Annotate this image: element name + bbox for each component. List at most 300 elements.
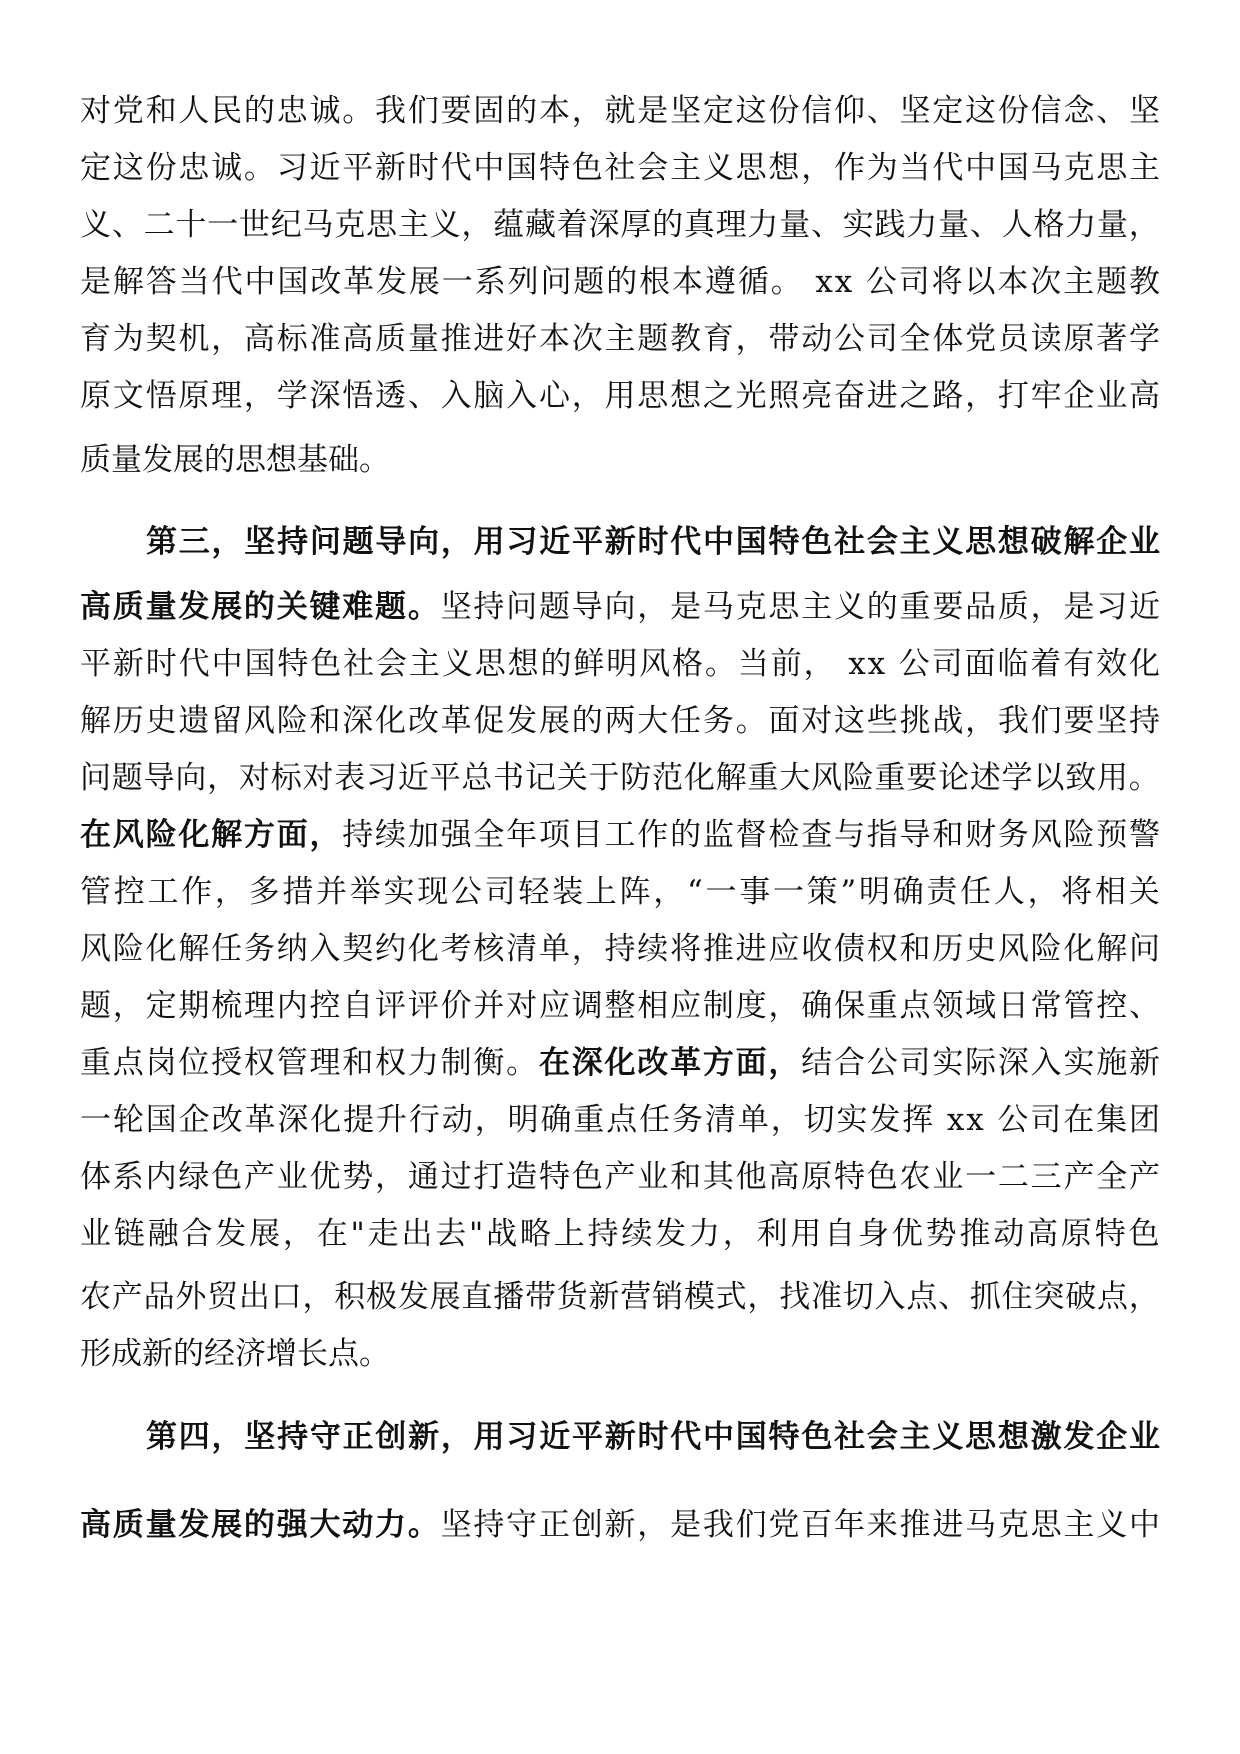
text-char: 改 <box>407 703 439 739</box>
text-char: 主 <box>1063 264 1095 300</box>
text-char: 重 <box>80 1045 111 1081</box>
text-char: 常 <box>1030 988 1062 1024</box>
text-char: 债 <box>833 931 865 967</box>
text-char: 险 <box>1030 931 1062 967</box>
text-char: ， <box>211 321 243 357</box>
text-char: 险 <box>145 817 177 853</box>
text-char: 近 <box>1129 589 1160 625</box>
text-char: 、 <box>111 207 143 243</box>
text-char: 去 <box>435 1216 467 1252</box>
text-char: 公 <box>865 264 897 300</box>
text-char: 克 <box>997 1507 1029 1543</box>
text-char: 激 <box>1030 1419 1062 1455</box>
text-char: 全 <box>1096 1159 1128 1195</box>
text-char: 想 <box>768 150 800 186</box>
text-char: 风 <box>1030 817 1062 853</box>
text-char: 续 <box>375 817 407 853</box>
text-char: 进 <box>866 378 898 414</box>
text-char: 其 <box>702 1159 734 1195</box>
text-line <box>80 262 1160 302</box>
text-line <box>80 1157 1160 1197</box>
text-char: 公 <box>833 321 865 357</box>
text-char: 住 <box>1001 1279 1033 1315</box>
text-char: ， <box>440 1419 472 1455</box>
text-char: 原 <box>1063 321 1095 357</box>
text-char: 习 <box>276 150 308 186</box>
text-char: 平 <box>571 524 603 560</box>
text-char: 中 <box>703 1419 735 1455</box>
text-char: 指 <box>866 817 898 853</box>
text-char: 结 <box>801 1045 833 1081</box>
text-char: 预 <box>1096 817 1128 853</box>
text-line <box>80 91 1160 131</box>
text-char: 代 <box>178 646 210 682</box>
text-char: 、 <box>1129 988 1160 1024</box>
text-char: 的 <box>243 1507 275 1543</box>
text-char: 正 <box>538 1507 570 1543</box>
text-char: 前 <box>770 646 802 682</box>
text-char: 价 <box>440 988 472 1024</box>
text-char: 们 <box>735 1507 767 1543</box>
text-char: 收 <box>801 931 833 967</box>
text-char: 想 <box>507 646 539 682</box>
text-char: 们 <box>407 93 439 129</box>
text-char: 坚 <box>1096 703 1128 739</box>
text-char: 优 <box>309 1159 341 1195</box>
text-char: 动 <box>441 1102 473 1138</box>
text-char: 实 <box>842 207 874 243</box>
text-char: 化 <box>145 931 177 967</box>
text-char: 史 <box>965 931 997 967</box>
text-char: 并 <box>316 874 348 910</box>
text-char: 。 <box>1128 760 1160 796</box>
text-char: 临 <box>997 646 1029 682</box>
text-char <box>935 1100 945 1140</box>
text-char: 务 <box>702 703 734 739</box>
text-char: 入 <box>874 1279 906 1315</box>
text-char: 用 <box>473 524 505 560</box>
text-char: 史 <box>145 703 177 739</box>
text-char: 司 <box>1030 1102 1062 1138</box>
text-char: 农 <box>80 1279 111 1315</box>
text-char: 解 <box>178 931 210 967</box>
text-char: 在 <box>1063 1102 1095 1138</box>
text-char: 用 <box>473 1419 505 1455</box>
text-char: 习 <box>506 1419 538 1455</box>
text-char: 思 <box>1096 150 1128 186</box>
text-char: 自 <box>824 1216 856 1252</box>
text-char: 大 <box>779 760 811 796</box>
text-char: 义 <box>833 589 865 625</box>
text-char: 一 <box>207 207 239 243</box>
text-char: 是 <box>1063 589 1095 625</box>
text-line <box>80 872 1160 912</box>
text-line <box>80 587 1160 627</box>
text-char: 向 <box>408 524 440 560</box>
text-char: 坚 <box>1129 93 1160 129</box>
text-char: 对 <box>506 988 538 1024</box>
text-char: 公 <box>997 1102 1029 1138</box>
text-char: 真 <box>683 207 715 243</box>
text-char: 悟 <box>145 378 177 414</box>
text-char: 公 <box>866 1045 898 1081</box>
text-char: 仰 <box>833 93 865 129</box>
text-char: " <box>350 1216 365 1252</box>
text-char: 化 <box>407 931 439 967</box>
text-char: 育 <box>80 321 111 357</box>
text-char: 的 <box>571 703 603 739</box>
text-char: 中 <box>473 150 505 186</box>
text-char: 特 <box>768 524 800 560</box>
text-line <box>80 319 1160 359</box>
text-char: 题 <box>1096 264 1128 300</box>
text-char: 积 <box>334 1279 366 1315</box>
text-char: 险 <box>276 703 308 739</box>
text-char: 一 <box>705 874 737 910</box>
text-char: 进 <box>932 1507 964 1543</box>
text-char: 诚 <box>309 93 341 129</box>
text-line <box>80 644 1160 684</box>
text-char: 权 <box>243 1045 275 1081</box>
text-char: 这 <box>735 93 767 129</box>
text-char: 质 <box>375 321 407 357</box>
text-char: 产 <box>1129 1159 1160 1195</box>
text-line <box>80 1334 1160 1374</box>
text-char: 推 <box>702 931 734 967</box>
text-char: 路 <box>932 378 964 414</box>
text-char: 就 <box>604 93 636 129</box>
text-char: 绿 <box>178 1159 210 1195</box>
text-char: x <box>848 646 866 682</box>
text-char: 策 <box>806 874 838 910</box>
text-char: 入 <box>440 378 472 414</box>
text-char <box>887 644 897 684</box>
section-heading-line <box>146 1417 1160 1457</box>
text-char: 的 <box>670 817 702 853</box>
text-char: 发 <box>655 1216 687 1252</box>
text-char: 强 <box>440 817 472 853</box>
text-char: 带 <box>524 1279 556 1315</box>
text-char: 权 <box>375 1045 407 1081</box>
text-char: 这 <box>833 703 865 739</box>
text-char: 份 <box>145 150 177 186</box>
text-char: 原 <box>178 378 210 414</box>
text-char: 略 <box>519 1216 551 1252</box>
text-char: 重 <box>874 760 906 796</box>
text-char: 问 <box>309 524 341 560</box>
text-char: 期 <box>178 988 210 1024</box>
text-char: 确 <box>892 874 924 910</box>
text-char: 公 <box>898 646 930 682</box>
text-char: 量 <box>145 589 177 625</box>
text-char: 表 <box>334 760 366 796</box>
text-char: 当 <box>899 150 931 186</box>
text-char: 大 <box>309 1507 341 1543</box>
text-char: 坚 <box>440 589 472 625</box>
text-char: 马 <box>702 589 734 625</box>
text-char: 留 <box>211 703 243 739</box>
text-char: 育 <box>702 321 734 357</box>
text-char: 确 <box>540 1102 572 1138</box>
text-char: 理 <box>309 1045 341 1081</box>
text-char: 社 <box>604 150 636 186</box>
text-char: 题 <box>111 760 143 796</box>
text-char: 突 <box>1033 1279 1065 1315</box>
text-char: 契 <box>145 321 177 357</box>
text-char: 量 <box>407 321 439 357</box>
text-char: 。 <box>506 1045 538 1081</box>
text-char: 展 <box>211 1507 243 1543</box>
text-char: 改 <box>637 1045 669 1081</box>
text-char: 国 <box>244 646 276 682</box>
text-char: 关 <box>276 589 308 625</box>
text-char: 造 <box>506 1159 538 1195</box>
text-line <box>80 1100 1160 1140</box>
text-char: 贸 <box>207 1279 239 1315</box>
text-char: 业 <box>1128 1419 1160 1455</box>
text-char: 一 <box>441 264 473 300</box>
text-char: 要 <box>932 589 964 625</box>
text-char: 两 <box>604 703 636 739</box>
text-char: 上 <box>585 874 617 910</box>
text-char: 点 <box>1097 1279 1128 1315</box>
text-char: 特 <box>833 1159 865 1195</box>
text-char: 合 <box>833 1045 865 1081</box>
text-char: 遗 <box>178 703 210 739</box>
text-char: 挑 <box>899 703 931 739</box>
text-char: 链 <box>113 1216 145 1252</box>
text-char: 、 <box>866 93 898 129</box>
text-char: 切 <box>803 1102 835 1138</box>
text-char: ， <box>803 646 835 682</box>
text-char: 业 <box>80 1216 111 1252</box>
text-char: 口 <box>270 1279 302 1315</box>
text-char: 、 <box>810 207 842 243</box>
text-char: 推 <box>440 321 472 357</box>
text-line <box>80 1214 1160 1254</box>
text-char: 色 <box>211 1159 243 1195</box>
text-char: 动 <box>801 321 833 357</box>
text-char: 有 <box>1063 646 1095 682</box>
text-char: 对 <box>238 760 270 796</box>
text-char: 势 <box>342 1159 374 1195</box>
text-char: 。 <box>770 264 802 300</box>
text-char: 风 <box>243 703 275 739</box>
text-char: 这 <box>112 150 144 186</box>
text-char: 岗 <box>145 1045 177 1081</box>
text-char: 用 <box>790 1216 822 1252</box>
text-char: ， <box>965 378 997 414</box>
text-char: 自 <box>342 988 374 1024</box>
text-char: 要 <box>440 93 472 129</box>
text-char: 定 <box>702 93 734 129</box>
text-char: 特 <box>538 1159 570 1195</box>
text-char: 义 <box>441 646 473 682</box>
text-char: 主 <box>1063 1507 1095 1543</box>
text-char: 发 <box>215 1216 247 1252</box>
text-char: 挥 <box>902 1102 934 1138</box>
text-char: 化 <box>683 760 715 796</box>
text-char: 评 <box>375 988 407 1024</box>
text-char: 将 <box>1061 874 1093 910</box>
text-char: 工 <box>604 817 636 853</box>
text-char: 国 <box>277 264 309 300</box>
text-char: 题 <box>342 524 374 560</box>
text-char: 展 <box>408 264 440 300</box>
text-char: 循 <box>737 264 769 300</box>
text-char: 机 <box>178 321 210 357</box>
text-char: 发 <box>397 1279 429 1315</box>
text-char: 脑 <box>473 378 505 414</box>
text-char: 信 <box>1030 93 1062 129</box>
text-char: 量 <box>938 207 970 243</box>
text-char: ， <box>1030 589 1062 625</box>
text-char: 义 <box>702 150 734 186</box>
text-char: 当 <box>737 646 769 682</box>
text-char: 目 <box>571 817 603 853</box>
text-char: 应 <box>538 988 570 1024</box>
text-char: 次 <box>571 321 603 357</box>
text-char: 推 <box>899 1507 931 1543</box>
text-char: 相 <box>1095 874 1126 910</box>
text-char: 四 <box>178 1419 210 1455</box>
text-char: 。 <box>342 93 374 129</box>
text-char: 马 <box>965 1507 997 1543</box>
text-line <box>80 1277 1160 1317</box>
text-char: 和 <box>309 703 341 739</box>
text-char: 悟 <box>342 378 374 414</box>
text-char: 主 <box>1129 150 1160 186</box>
text-char: 心 <box>538 378 570 414</box>
text-char: 年 <box>506 817 538 853</box>
text-char: ， <box>211 524 243 560</box>
text-char: 关 <box>1128 874 1160 910</box>
text-char: 持 <box>587 1216 619 1252</box>
text-char: 司 <box>866 321 898 357</box>
text-char: 力 <box>1065 207 1097 243</box>
text-char: 列 <box>507 264 539 300</box>
text-char: 的 <box>540 646 572 682</box>
text-char <box>854 262 864 302</box>
text-char: 定 <box>80 150 111 186</box>
text-char: 为 <box>866 150 898 186</box>
text-char: 义 <box>429 207 461 243</box>
text-char: 化 <box>1128 646 1160 682</box>
text-char: ， <box>461 207 493 243</box>
text-char: 的 <box>606 264 638 300</box>
text-char: 找 <box>779 1279 811 1315</box>
text-char: 控 <box>309 988 341 1024</box>
text-char: 思 <box>768 589 800 625</box>
text-char: “ <box>686 874 703 910</box>
text-char: 要 <box>906 760 938 796</box>
text-char: 主 <box>408 646 440 682</box>
text-char: 忠 <box>276 93 308 129</box>
text-char: 和 <box>145 93 177 129</box>
text-char: 团 <box>1128 1102 1160 1138</box>
text-char: 坚 <box>670 93 702 129</box>
text-char: 重 <box>899 589 931 625</box>
text-char: 作 <box>833 150 865 186</box>
text-char: 战 <box>486 1216 518 1252</box>
text-char: 极 <box>366 1279 398 1315</box>
text-char: 促 <box>473 703 505 739</box>
text-char: 题 <box>573 264 605 300</box>
text-char: 和 <box>932 817 964 853</box>
text-char: 牢 <box>1030 378 1062 414</box>
text-char: 风 <box>80 931 111 967</box>
text-char: 度 <box>735 988 767 1024</box>
text-char: 身 <box>858 1216 890 1252</box>
text-char: 企 <box>1096 1419 1128 1455</box>
text-char: 发 <box>376 264 408 300</box>
text-char: 我 <box>702 1507 734 1543</box>
text-char: 发 <box>178 1507 210 1543</box>
text-char: 题 <box>637 321 669 357</box>
text-char: 思 <box>965 524 997 560</box>
text-char: 好 <box>506 321 538 357</box>
text-char: 质 <box>997 589 1029 625</box>
text-char: 一 <box>80 1102 111 1138</box>
text-char: 业 <box>637 1159 669 1195</box>
text-char: 力 <box>747 207 779 243</box>
text-char: 代 <box>670 524 702 560</box>
text-char: 坚 <box>440 1507 472 1543</box>
text-char: 将 <box>931 264 963 300</box>
text-char: 货 <box>556 1279 588 1315</box>
text-char: 务 <box>672 1102 704 1138</box>
text-char: 平 <box>571 1419 603 1455</box>
text-char: 义 <box>80 207 111 243</box>
text-char: 亮 <box>801 378 833 414</box>
text-segment: 质量发展的思想基础。 <box>80 442 390 478</box>
text-char: 中 <box>1129 1507 1160 1543</box>
text-char: 实 <box>932 1045 964 1081</box>
text-char: 内 <box>276 988 308 1024</box>
text-char: 答 <box>145 264 177 300</box>
text-char: 问 <box>1129 931 1160 967</box>
text-char: 持 <box>277 1419 309 1455</box>
text-char: 为 <box>112 321 144 357</box>
text-char: 党 <box>965 321 997 357</box>
text-char: 风 <box>639 646 671 682</box>
text-char: 三 <box>1030 1159 1062 1195</box>
text-char: 份 <box>768 93 800 129</box>
text-char: 实 <box>836 1102 868 1138</box>
text-char: ， <box>1128 1279 1160 1315</box>
text-char: 深 <box>588 207 620 243</box>
text-char: 打 <box>473 1159 505 1195</box>
text-char: 十 <box>175 207 207 243</box>
text-char: 契 <box>342 931 374 967</box>
text-char: 业 <box>932 1159 964 1195</box>
text-char: 提 <box>343 1102 375 1138</box>
text-char: 原 <box>80 378 111 414</box>
text-char: 司 <box>898 264 930 300</box>
text-char: 调 <box>571 988 603 1024</box>
text-char: x <box>815 264 833 300</box>
text-char: 工 <box>147 874 179 910</box>
text-char: 品 <box>143 1279 175 1315</box>
text-char: 会 <box>866 524 898 560</box>
text-char: 评 <box>407 988 439 1024</box>
text-char: 体 <box>932 321 964 357</box>
text-char: 教 <box>1128 264 1160 300</box>
text-char: ， <box>768 1045 800 1081</box>
text-char: 题 <box>80 988 111 1024</box>
text-char: 量 <box>1097 207 1128 243</box>
text-char: 持 <box>604 931 636 967</box>
